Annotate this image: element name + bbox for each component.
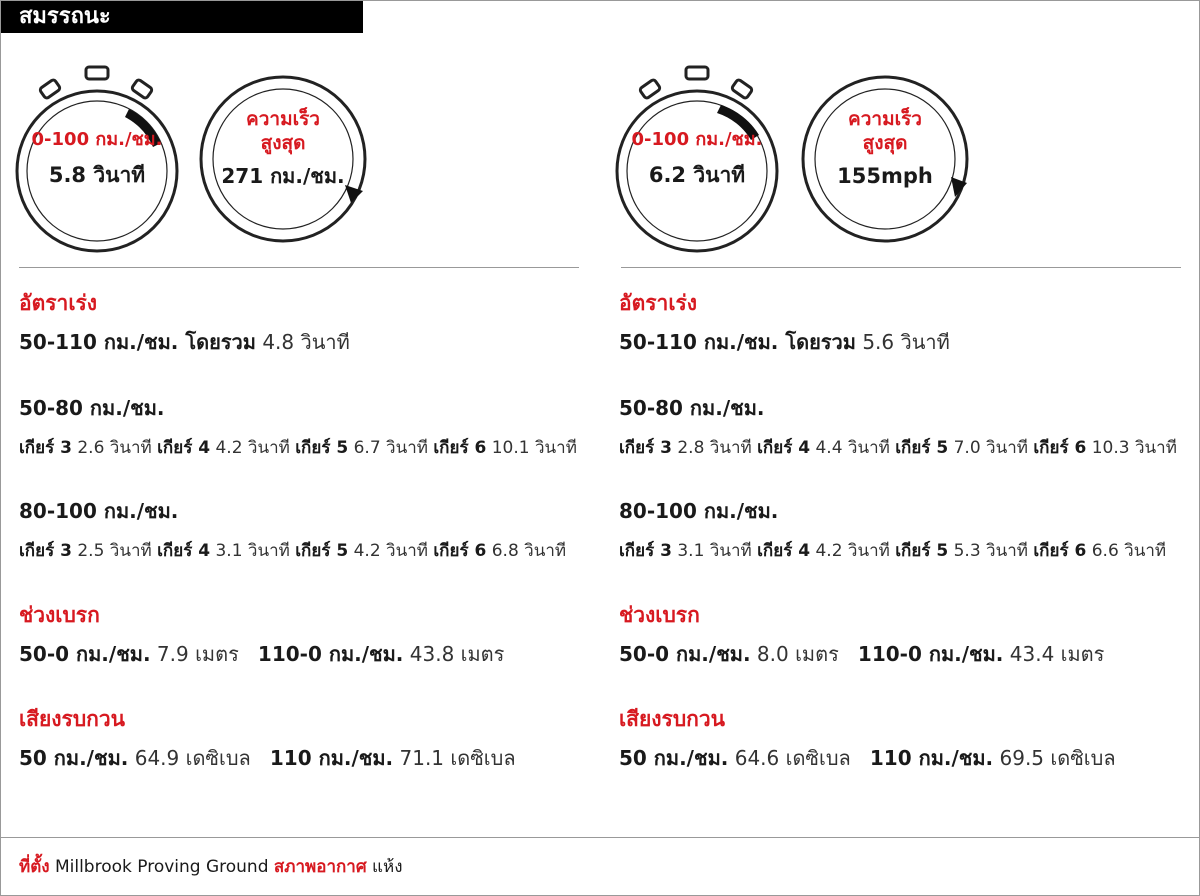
acceleration-section — [19, 287, 577, 564]
top-speed-label-2: สูงสุด — [862, 132, 908, 154]
accel-label: 0-100 กม./ชม. — [631, 129, 763, 150]
row-label: 50 กม./ชม. — [619, 746, 729, 770]
row-label: 110 กม./ชม. — [869, 746, 994, 770]
row-value: 43.8 เมตร — [409, 642, 505, 666]
gear-row — [19, 537, 577, 564]
column-divider — [19, 267, 579, 268]
gear: เกียร์ 6 — [433, 438, 487, 458]
row-value: 5.6 วินาที — [862, 330, 950, 354]
row-label: 110 กม./ชม. — [269, 746, 394, 770]
row-label: 50 กม./ชม. — [19, 746, 129, 770]
range-text: 50-80 กม./ชม. — [19, 396, 165, 420]
range-label — [619, 495, 1177, 527]
row-value: 8.0 เมตร — [756, 642, 839, 666]
accel-value: 5.8 วินาที — [48, 163, 146, 187]
accel-label: 0-100 กม./ชม. — [31, 129, 163, 150]
gear-value: 5.3 วินาที — [953, 541, 1028, 561]
gear-value: 4.2 วินาที — [215, 438, 290, 458]
gear: เกียร์ 3 — [19, 541, 72, 561]
gear-value: 6.7 วินาที — [353, 438, 428, 458]
gear-value: 4.2 วินาที — [353, 541, 428, 561]
row-label: 110-0 กม./ชม. — [257, 642, 404, 666]
gear: เกียร์ 6 — [433, 541, 487, 561]
section-title: เสียงรบกวน — [19, 707, 126, 731]
range-label — [19, 495, 577, 527]
braking-section — [19, 599, 504, 670]
row-label: 50-110 กม./ชม. โดยรวม — [619, 330, 856, 354]
stopwatch-icon — [11, 65, 181, 255]
gear: เกียร์ 5 — [895, 541, 949, 561]
speedometer-icon — [799, 73, 971, 245]
row-value: 7.9 เมตร — [156, 642, 239, 666]
gear: เกียร์ 3 — [619, 438, 672, 458]
gear: เกียร์ 6 — [1033, 541, 1087, 561]
top-speed-label-1: ความเร็ว — [246, 108, 320, 130]
gear-value: 7.0 วินาที — [953, 438, 1028, 458]
gear-value: 3.1 วินาที — [215, 541, 290, 561]
row-label: 50-0 กม./ชม. — [19, 642, 151, 666]
acceleration-section — [619, 287, 1177, 564]
gear-value: 2.8 วินาที — [677, 438, 752, 458]
range-text: 80-100 กม./ชม. — [619, 499, 779, 523]
top-speed-label-2: สูงสุด — [260, 132, 306, 154]
row-label: 50-0 กม./ชม. — [619, 642, 751, 666]
gear-value: 6.8 วินาที — [491, 541, 567, 561]
gear: เกียร์ 5 — [295, 541, 349, 561]
row-label: 110-0 กม./ชม. — [857, 642, 1004, 666]
gear: เกียร์ 4 — [157, 541, 211, 561]
noise-section — [19, 703, 516, 774]
noise-row — [619, 742, 1116, 774]
braking-section — [619, 599, 1104, 670]
gear: เกียร์ 3 — [619, 541, 672, 561]
gear: เกียร์ 6 — [1033, 438, 1087, 458]
top-speed-label-1: ความเร็ว — [848, 108, 922, 130]
gear-value: 2.6 วินาที — [77, 438, 152, 458]
column-divider — [621, 267, 1181, 268]
row-value: 4.8 วินาที — [262, 330, 350, 354]
gear: เกียร์ 4 — [757, 438, 811, 458]
gear-value: 10.1 วินาที — [491, 438, 577, 458]
noise-row — [19, 742, 516, 774]
footer — [19, 853, 403, 880]
overall-row — [19, 326, 577, 358]
section-title: ช่วงเบรก — [619, 603, 700, 627]
gear: เกียร์ 4 — [157, 438, 211, 458]
top-speed-value: 271 กม./ชม. — [221, 164, 345, 188]
gear-value: 4.2 วินาที — [815, 541, 890, 561]
speedometer-icon — [197, 73, 369, 245]
gear: เกียร์ 5 — [895, 438, 949, 458]
weather-value: แห้ง — [372, 857, 403, 877]
location-label: ที่ตั้ง — [19, 857, 50, 877]
gear-value: 2.5 วินาที — [77, 541, 152, 561]
range-text: 80-100 กม./ชม. — [19, 499, 179, 523]
gear-value: 6.6 วินาที — [1091, 541, 1167, 561]
footer-divider — [1, 837, 1199, 838]
stopwatch-icon — [611, 65, 781, 255]
section-title: ช่วงเบรก — [19, 603, 100, 627]
accel-value: 6.2 วินาที — [648, 163, 746, 187]
gear: เกียร์ 4 — [757, 541, 811, 561]
gear-row — [19, 434, 577, 461]
range-label — [619, 392, 1177, 424]
weather-label: สภาพอากาศ — [273, 857, 367, 877]
row-label: 50-110 กม./ชม. โดยรวม — [19, 330, 256, 354]
range-text: 50-80 กม./ชม. — [619, 396, 765, 420]
location-value: Millbrook Proving Ground — [54, 857, 269, 877]
gear-value: 4.4 วินาที — [815, 438, 890, 458]
range-label — [19, 392, 577, 424]
top-speed-value: 155mph — [837, 164, 933, 188]
gear-value: 10.3 วินาที — [1091, 438, 1177, 458]
row-value: 69.5 เดซิเบล — [999, 746, 1116, 770]
gear-row — [619, 537, 1177, 564]
overall-row — [619, 326, 1177, 358]
section-title: เสียงรบกวน — [619, 707, 726, 731]
braking-row — [619, 638, 1104, 670]
row-value: 43.4 เมตร — [1009, 642, 1105, 666]
section-title: อัตราเร่ง — [619, 291, 698, 315]
row-value: 71.1 เดซิเบล — [399, 746, 516, 770]
section-header: สมรรถนะ — [1, 1, 363, 33]
gear: เกียร์ 5 — [295, 438, 349, 458]
gear-value: 3.1 วินาที — [677, 541, 752, 561]
gear-row — [619, 434, 1177, 461]
noise-section — [619, 703, 1116, 774]
braking-row — [19, 638, 504, 670]
gear: เกียร์ 3 — [19, 438, 72, 458]
row-value: 64.6 เดซิเบล — [734, 746, 851, 770]
section-title: อัตราเร่ง — [19, 291, 98, 315]
row-value: 64.9 เดซิเบล — [134, 746, 251, 770]
